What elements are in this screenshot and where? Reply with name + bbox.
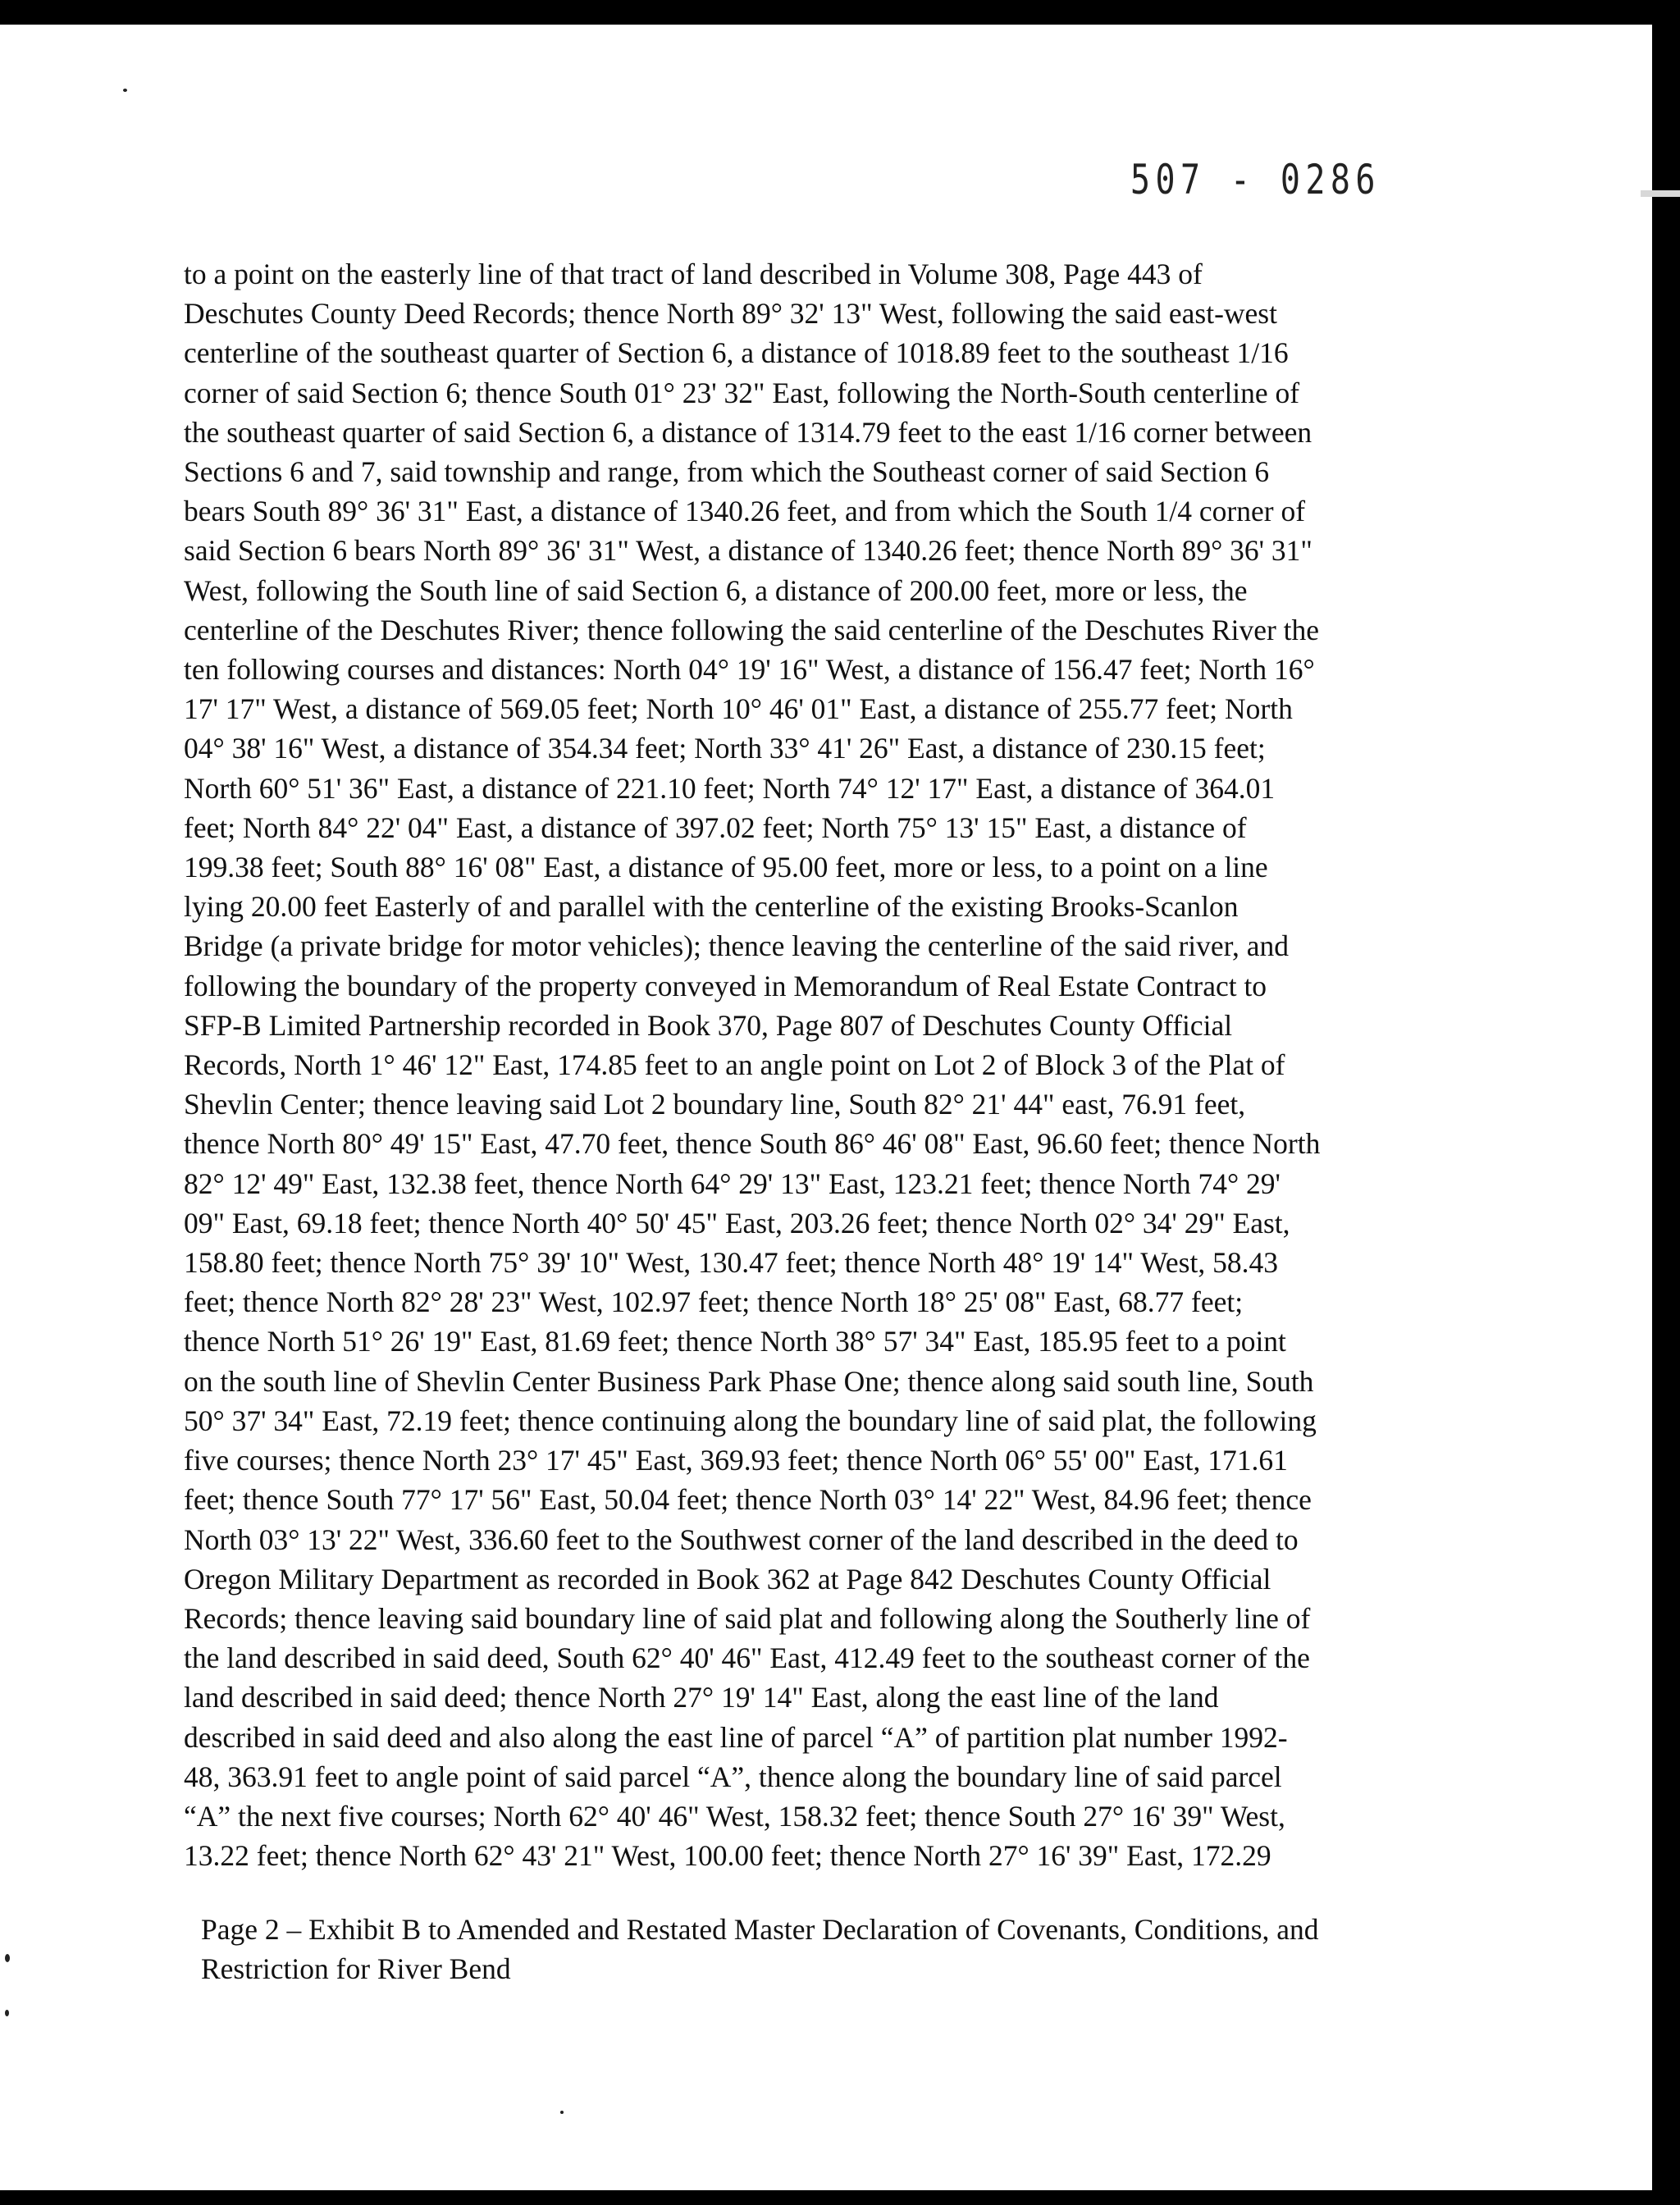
text-line: Records; thence leaving said boundary line of said plat and following along the Southerly line of	[184, 1601, 1311, 1635]
text-line: West, following the South line of said Section 6, a distance of 200.00 feet, more or less, the	[184, 573, 1248, 607]
text-line: 50° 37' 34" East, 72.19 feet; thence continuing along the boundary line of said plat, the following	[184, 1404, 1317, 1437]
text-line: centerline of the Deschutes River; thence following the said centerline of the Deschutes River the	[184, 613, 1320, 646]
text-line: the southeast quarter of said Section 6, a distance of 1314.79 feet to the east 1/16 corner between	[184, 415, 1312, 449]
text-line: 17' 17" West, a distance of 569.05 feet; North 10° 46' 01" East, a distance of 255.77 feet; North	[184, 692, 1293, 726]
text-line: lying 20.00 feet Easterly of and parallel with the centerline of the existing Brooks-Scanlon	[184, 890, 1239, 924]
text-line: the land described in said deed, South 62° 40' 46" East, 412.49 feet to the southeast corner of the	[184, 1641, 1310, 1675]
text-line: North 60° 51' 36" East, a distance of 221.10 feet; North 74° 12' 17" East, a distance of 364.01	[184, 771, 1276, 805]
text-line: 13.22 feet; thence North 62° 43' 21" West, 100.00 feet; thence North 27° 16' 39" East, 172.29	[184, 1839, 1271, 1873]
text-line: 82° 12' 49" East, 132.38 feet, thence North 64° 29' 13" East, 123.21 feet; thence North 74° 29'	[184, 1166, 1281, 1200]
scan-speck	[123, 89, 127, 92]
scan-edge-mark	[1641, 190, 1680, 197]
footer-line: Restriction for River Bend	[201, 1952, 511, 1985]
text-line: Shevlin Center; thence leaving said Lot 2 boundary line, South 82° 21' 44" east, 76.91 feet,	[184, 1088, 1246, 1121]
text-line: following the boundary of the property conveyed in Memorandum of Real Estate Contract to	[184, 969, 1267, 1002]
text-line: Records, North 1° 46' 12" East, 174.85 feet to an angle point on Lot 2 of Block 3 of the Plat of	[184, 1048, 1285, 1082]
text-line: SFP-B Limited Partnership recorded in Book 370, Page 807 of Deschutes County Official	[184, 1008, 1233, 1042]
document-number: 507 - 0286	[1130, 156, 1381, 203]
legal-description-text	[184, 254, 1447, 1875]
text-line: to a point on the easterly line of that tract of land described in Volume 308, Page 443 of	[184, 258, 1203, 290]
text-line: feet; thence North 82° 28' 23" West, 102.97 feet; thence North 18° 25' 08" East, 68.77 feet;	[184, 1285, 1244, 1319]
text-line: five courses; thence North 23° 17' 45" East, 369.93 feet; thence North 06° 55' 00" East, 171.61	[184, 1444, 1288, 1477]
text-line: Bridge (a private bridge for motor vehicles); thence leaving the centerline of the said river, and	[184, 929, 1290, 963]
text-line: feet; North 84° 22' 04" East, a distance of 397.02 feet; North 75° 13' 15" East, a distance of	[184, 810, 1247, 844]
scan-speck	[560, 2111, 564, 2114]
text-line: Deschutes County Deed Records; thence North 89° 32' 13" West, following the said east-west	[184, 297, 1277, 331]
document-page	[0, 25, 1652, 2190]
text-line: thence North 51° 26' 19" East, 81.69 feet; thence North 38° 57' 34" East, 185.95 feet to a point	[184, 1325, 1286, 1358]
text-line: “A” the next five courses; North 62° 40' 46" West, 158.32 feet; thence South 27° 16' 39" West,	[184, 1799, 1285, 1833]
text-line: 158.80 feet; thence North 75° 39' 10" West, 130.47 feet; thence North 48° 19' 14" West, 58.43	[184, 1246, 1278, 1280]
text-line: centerline of the southeast quarter of Section 6, a distance of 1018.89 feet to the southeast 1/16	[184, 336, 1289, 370]
footer-line: Page 2 – Exhibit B to Amended and Restated Master Declaration of Covenants, Conditions, and	[201, 1913, 1319, 1946]
text-line: 09" East, 69.18 feet; thence North 40° 50' 45" East, 203.26 feet; thence North 02° 34' 29" East,	[184, 1206, 1290, 1239]
text-line: described in said deed and also along the east line of parcel “A” of partition plat number 1992-	[184, 1720, 1288, 1754]
text-line: corner of said Section 6; thence South 01° 23' 32" East, following the North-South centerline of	[184, 376, 1300, 409]
text-line: North 03° 13' 22" West, 336.60 feet to the Southwest corner of the land described in the deed to	[184, 1522, 1299, 1556]
text-line: Oregon Military Department as recorded in Book 362 at Page 842 Deschutes County Official	[184, 1562, 1271, 1596]
text-line: 48, 363.91 feet to angle point of said parcel “A”, thence along the boundary line of said parcel	[184, 1760, 1282, 1793]
text-line: thence North 80° 49' 15" East, 47.70 feet, thence South 86° 46' 08" East, 96.60 feet; thence North	[184, 1127, 1321, 1161]
text-line: feet; thence South 77° 17' 56" East, 50.04 feet; thence North 03° 14' 22" West, 84.96 feet; thence	[184, 1483, 1312, 1517]
text-line: bears South 89° 36' 31" East, a distance of 1340.26 feet, and from which the South 1/4 corner of	[184, 495, 1306, 528]
text-line: Sections 6 and 7, said township and range, from which the Southeast corner of said Section 6	[184, 455, 1270, 489]
text-line: 04° 38' 16" West, a distance of 354.34 feet; North 33° 41' 26" East, a distance of 230.15 feet;	[184, 732, 1266, 765]
scan-speck	[5, 2010, 9, 2016]
text-line: ten following courses and distances: North 04° 19' 16" West, a distance of 156.47 feet; North 16°	[184, 653, 1315, 687]
page-footer	[201, 1910, 1464, 1988]
text-line: land described in said deed; thence North 27° 19' 14" East, along the east line of the land	[184, 1681, 1219, 1714]
text-line: said Section 6 bears North 89° 36' 31" West, a distance of 1340.26 feet; thence North 89° 36' 31"	[184, 534, 1312, 568]
text-line: on the south line of Shevlin Center Business Park Phase One; thence along said south line, South	[184, 1364, 1314, 1398]
scan-speck	[5, 1954, 10, 1962]
text-line: 199.38 feet; South 88° 16' 08" East, a distance of 95.00 feet, more or less, to a point on a line	[184, 851, 1268, 884]
